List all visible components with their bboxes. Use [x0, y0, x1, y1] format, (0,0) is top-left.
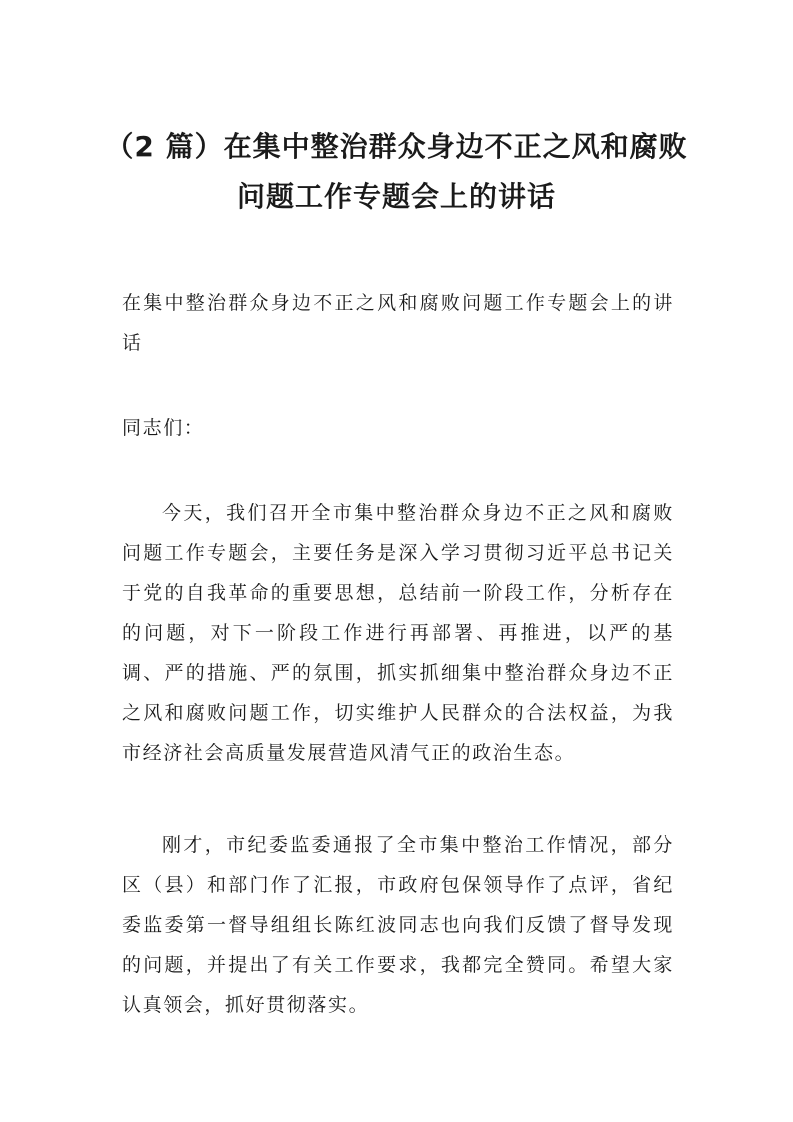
document-title: （2 篇）在集中整治群众身边不正之风和腐败问题工作专题会上的讲话	[105, 130, 688, 213]
paragraph-2: 刚才，市纪委监委通报了全市集中整治工作情况，部分区（县）和部门作了汇报，市政府包保领导作了点评，省纪委监委第一督导组组长陈红波同志也向我们反馈了督导发现的问题，并提出了有关工作要求，我都完全赞同。希望大家认真领会，抓好贯彻落实。	[122, 834, 674, 1016]
salutation: 同志们：	[122, 417, 205, 439]
speech-subtitle: 在集中整治群众身边不正之风和腐败问题工作专题会上的讲话	[122, 292, 674, 354]
paragraph-1: 今天，我们召开全市集中整治群众身边不正之风和腐败问题工作专题会，主要任务是深入学习贯彻习近平总书记关于党的自我革命的重要思想，总结前一阶段工作，分析存在的问题，对下一阶段工作进行再部署、再推进，以严的基调、严的措施、严的氛围，抓实抓细集中整治群众身边不正之风和腐败问题工作，切实维护人民群众的合法权益，为我市经济社会高质量发展营造风清气正的政治生态。	[122, 502, 674, 764]
